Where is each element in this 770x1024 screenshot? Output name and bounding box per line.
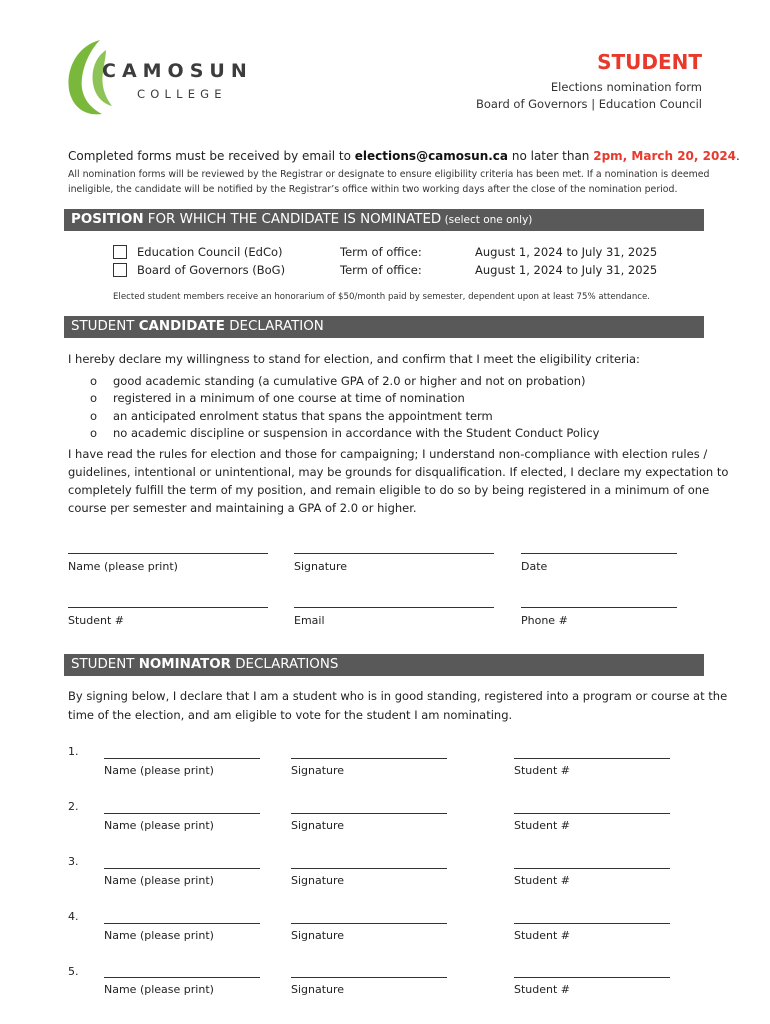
election-email-link[interactable]: elections@camosun.ca [354, 149, 509, 163]
nominator-student-number-field[interactable] [514, 813, 670, 814]
nominator-signature-field[interactable] [291, 813, 447, 814]
nominator-student-number-label: Student # [514, 819, 571, 832]
candidate-email-field[interactable] [294, 607, 494, 608]
candidate-student-number-field[interactable] [68, 607, 268, 608]
candidate-date-field[interactable] [521, 553, 677, 554]
nominator-signature-field[interactable] [291, 758, 447, 759]
nominator-signature-label: Signature [291, 929, 345, 942]
criteria-item: an anticipated enrolment status that spans the appointment term [113, 409, 493, 423]
candidate-phone-label: Phone # [521, 614, 568, 627]
form-subtitle: Elections nomination form [550, 80, 702, 94]
bog-checkbox[interactable] [113, 263, 127, 277]
edco-term-label: Term of office: [340, 245, 422, 259]
nominator-bar-bold: NOMINATOR [138, 657, 231, 672]
edco-checkbox[interactable] [113, 245, 127, 259]
nominator-signature-field[interactable] [291, 923, 447, 924]
criteria-item: good academic standing (a cumulative GPA of 2.0 or higher and not on probation) [113, 374, 586, 388]
nominator-name-field[interactable] [104, 923, 260, 924]
candidate-bar-post: DECLARATION [224, 319, 324, 334]
nominator-signature-label: Signature [291, 983, 345, 996]
candidate-date-label: Date [521, 560, 548, 573]
nominator-student-number-label: Student # [514, 929, 571, 942]
logo-subtitle: COLLEGE [137, 87, 227, 101]
nominator-name-label: Name (please print) [104, 819, 214, 832]
edco-label: Education Council (EdCo) [137, 245, 283, 259]
bullet-marker: o [90, 409, 98, 423]
candidate-paragraph-line: guidelines, intentional or unintentional, may be grounds for disqualification. If elected, I declare my expectation to [68, 465, 729, 479]
nominator-student-number-field[interactable] [514, 758, 670, 759]
nominator-student-number-field[interactable] [514, 977, 670, 978]
candidate-paragraph-line: I have read the rules for election and those for campaigning; I understand non-compliance with election rules / [68, 447, 708, 461]
deadline-text: 2pm, March 20, 2024 [593, 149, 737, 163]
bog-term-label: Term of office: [340, 263, 422, 277]
candidate-email-label: Email [294, 614, 325, 627]
intro-pre: Completed forms must be received by email to [68, 149, 355, 163]
nominator-number: 2. [68, 800, 79, 813]
nominator-student-number-label: Student # [514, 983, 571, 996]
criteria-item: no academic discipline or suspension in accordance with the Student Conduct Policy [113, 426, 600, 440]
candidate-name-label: Name (please print) [68, 560, 178, 573]
nominator-number: 3. [68, 855, 79, 868]
position-section-header [64, 209, 704, 231]
bullet-marker: o [90, 426, 98, 440]
bog-label: Board of Governors (BoG) [137, 263, 286, 277]
candidate-bar-pre: STUDENT [71, 319, 139, 334]
form-title: STUDENT [597, 50, 702, 74]
review-note-line2: ineligible, the candidate will be notified by the Registrar’s office within two working days after the close of the nomination period. [68, 184, 678, 195]
candidate-phone-field[interactable] [521, 607, 677, 608]
bog-term: August 1, 2024 to July 31, 2025 [475, 263, 658, 277]
position-bar-bold: POSITION [71, 212, 144, 227]
position-bar-select: (select one only) [441, 214, 533, 226]
bullet-marker: o [90, 391, 98, 405]
nominator-name-label: Name (please print) [104, 929, 214, 942]
candidate-paragraph-line: completely fulfill the term of my position, and remain eligible to do so by being registered in a minimum of one [68, 483, 710, 497]
candidate-student-number-label: Student # [68, 614, 125, 627]
nominator-student-number-label: Student # [514, 874, 571, 887]
nominator-signature-label: Signature [291, 819, 345, 832]
candidate-name-field[interactable] [68, 553, 268, 554]
nominator-name-label: Name (please print) [104, 874, 214, 887]
nominator-number: 5. [68, 965, 79, 978]
logo-wordmark: CAMOSUN [102, 60, 253, 82]
candidate-signature-label: Signature [294, 560, 348, 573]
nominator-paragraph-line: time of the election, and am eligible to vote for the student I am nominating. [68, 708, 513, 722]
nominator-student-number-field[interactable] [514, 868, 670, 869]
candidate-declaration-intro: I hereby declare my willingness to stand for election, and confirm that I meet the eligibility criteria: [68, 352, 640, 366]
edco-term: August 1, 2024 to July 31, 2025 [475, 245, 658, 259]
intro-post: . [736, 149, 740, 163]
nominator-name-label: Name (please print) [104, 983, 214, 996]
bullet-marker: o [90, 374, 98, 388]
nominator-signature-field[interactable] [291, 977, 447, 978]
nominator-bar-pre: STUDENT [71, 657, 139, 672]
position-bar-rest: FOR WHICH THE CANDIDATE IS NOMINATED [143, 212, 442, 227]
nominator-signature-field[interactable] [291, 868, 447, 869]
nominator-student-number-field[interactable] [514, 923, 670, 924]
form-bodies: Board of Governors | Education Council [475, 97, 702, 111]
nominator-name-field[interactable] [104, 977, 260, 978]
nominator-name-field[interactable] [104, 758, 260, 759]
nominator-section-header [64, 654, 704, 676]
review-note-line1: All nomination forms will be reviewed by the Registrar or designate to ensure eligibility criteria has been met. If a nomination is deemed [68, 169, 710, 180]
nominator-name-label: Name (please print) [104, 764, 214, 777]
candidate-paragraph-line: course per semester and maintaining a GPA of 2.0 or higher. [68, 501, 417, 515]
nominator-signature-label: Signature [291, 764, 345, 777]
nominator-bar-post: DECLARATIONS [230, 657, 339, 672]
submission-instructions [68, 149, 740, 163]
candidate-bar-bold: CANDIDATE [138, 319, 225, 334]
intro-mid: no later than [508, 149, 594, 163]
candidate-section-header [64, 316, 704, 338]
criteria-item: registered in a minimum of one course at time of nomination [113, 391, 465, 405]
nominator-number: 4. [68, 910, 79, 923]
nominator-name-field[interactable] [104, 868, 260, 869]
nominator-number: 1. [68, 745, 79, 758]
nominator-signature-label: Signature [291, 874, 345, 887]
nominator-student-number-label: Student # [514, 764, 571, 777]
honorarium-note: Elected student members receive an honorarium of $50/month paid by semester, dependent upon at least 75% attendance. [113, 292, 651, 302]
nominator-paragraph-line: By signing below, I declare that I am a student who is in good standing, registered into a program or course at the [68, 689, 728, 703]
nominator-name-field[interactable] [104, 813, 260, 814]
candidate-signature-field[interactable] [294, 553, 494, 554]
